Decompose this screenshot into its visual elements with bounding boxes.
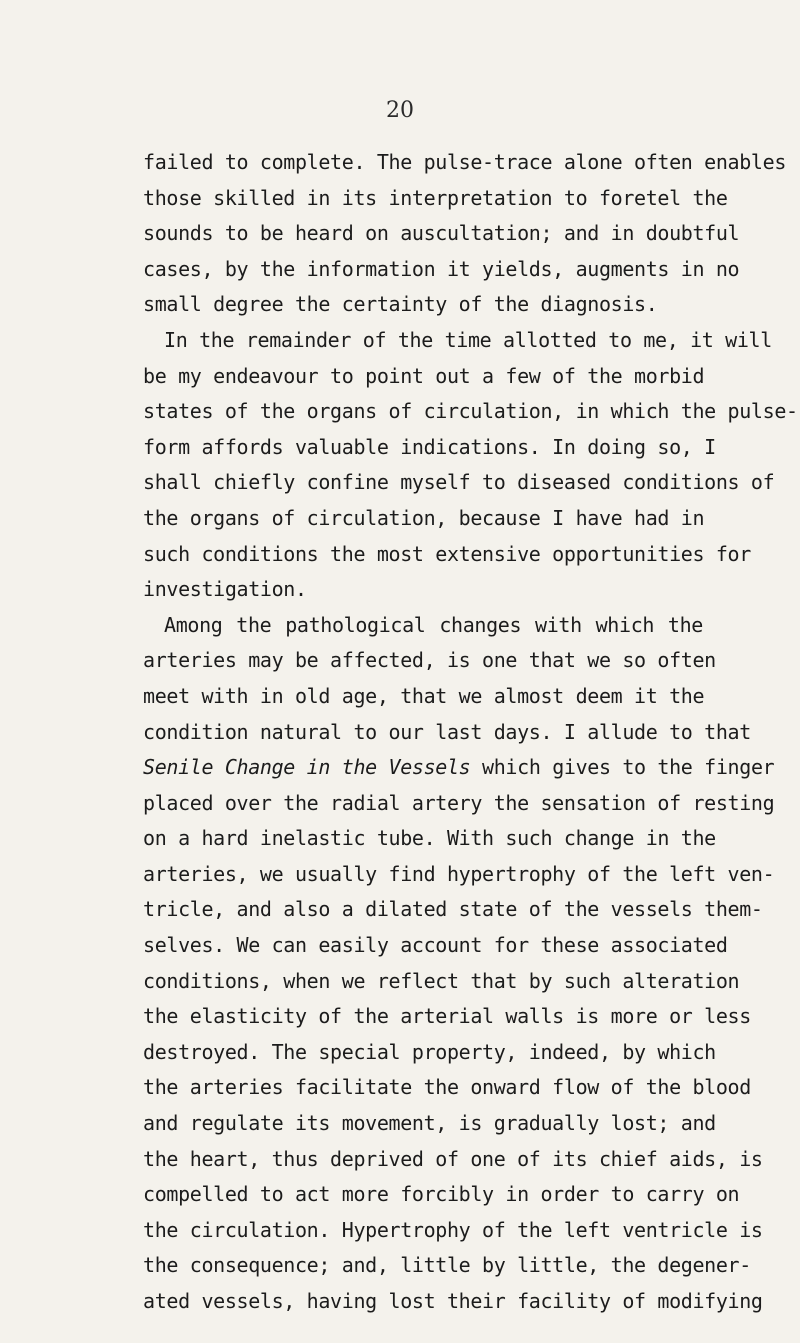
text-line: arteries, we usually find hypertrophy of the left ven- [143,861,775,886]
text-line: selves. We can easily account for these associated [143,933,728,958]
italic-phrase: Senile Change in the Vessels [143,755,471,780]
text-line: Among the pathological changes with which the [164,612,703,637]
text-line: the organs of circulation, because I have had in [143,505,705,530]
text-line: arteries may be affected, is one that we so often [143,648,716,673]
text-line: sounds to be heard on auscultation; and in doubtful [143,221,740,246]
text-line: cases, by the information it yields, augments in no [143,256,740,281]
text-line: tricle, and also a dilated state of the vessels them- [143,897,763,922]
text-line: on a hard inelastic tube. With such change in the [143,826,716,851]
text-line-with-italic [143,750,775,786]
text-line: shall chiefly confine myself to diseased conditions of [143,470,775,495]
text-line: the arteries facilitate the onward flow of the blood [143,1075,751,1100]
text-line: investigation. [143,577,307,602]
text-line: the consequence; and, little by little, the degener- [143,1253,751,1278]
text-line: small degree the certainty of the diagnosis. [143,292,658,317]
text-line: those skilled in its interpretation to foretel the [143,185,728,210]
text-line: placed over the radial artery the sensation of resting [143,790,775,815]
text-line: and regulate its movement, is gradually lost; and [143,1111,716,1136]
text-line: conditions, when we reflect that by such alteration [143,968,740,993]
text-line: form affords valuable indications. In doing so, I [143,434,716,459]
text-line: states of the organs of circulation, in which the pulse- [143,399,798,424]
text-line: the heart, thus deprived of one of its chief aids, is [143,1146,763,1171]
text-line: the elasticity of the arterial walls is more or less [143,1004,751,1029]
text-line: such conditions the most extensive opportunities for [143,541,751,566]
text-line: meet with in old age, that we almost deem it the [143,683,705,708]
text-line: condition natural to our last days. I allude to that [143,719,751,744]
text-line: In the remainder of the time allotted to me, it will [164,327,772,352]
text-line: compelled to act more forcibly in order to carry on [143,1182,740,1207]
page-number: 20 [386,98,414,123]
text-line: failed to complete. The pulse-trace alone often enables [143,150,787,174]
text-line-rest: which gives to the finger [470,755,775,780]
body-text [143,145,798,1320]
text-line: the circulation. Hypertrophy of the left ventricle is [143,1217,763,1242]
text-line: be my endeavour to point out a few of the morbid [143,363,705,388]
text-line: destroyed. The special property, indeed, by which [143,1039,716,1064]
text-line: ated vessels, having lost their facility of modifying [143,1289,763,1313]
